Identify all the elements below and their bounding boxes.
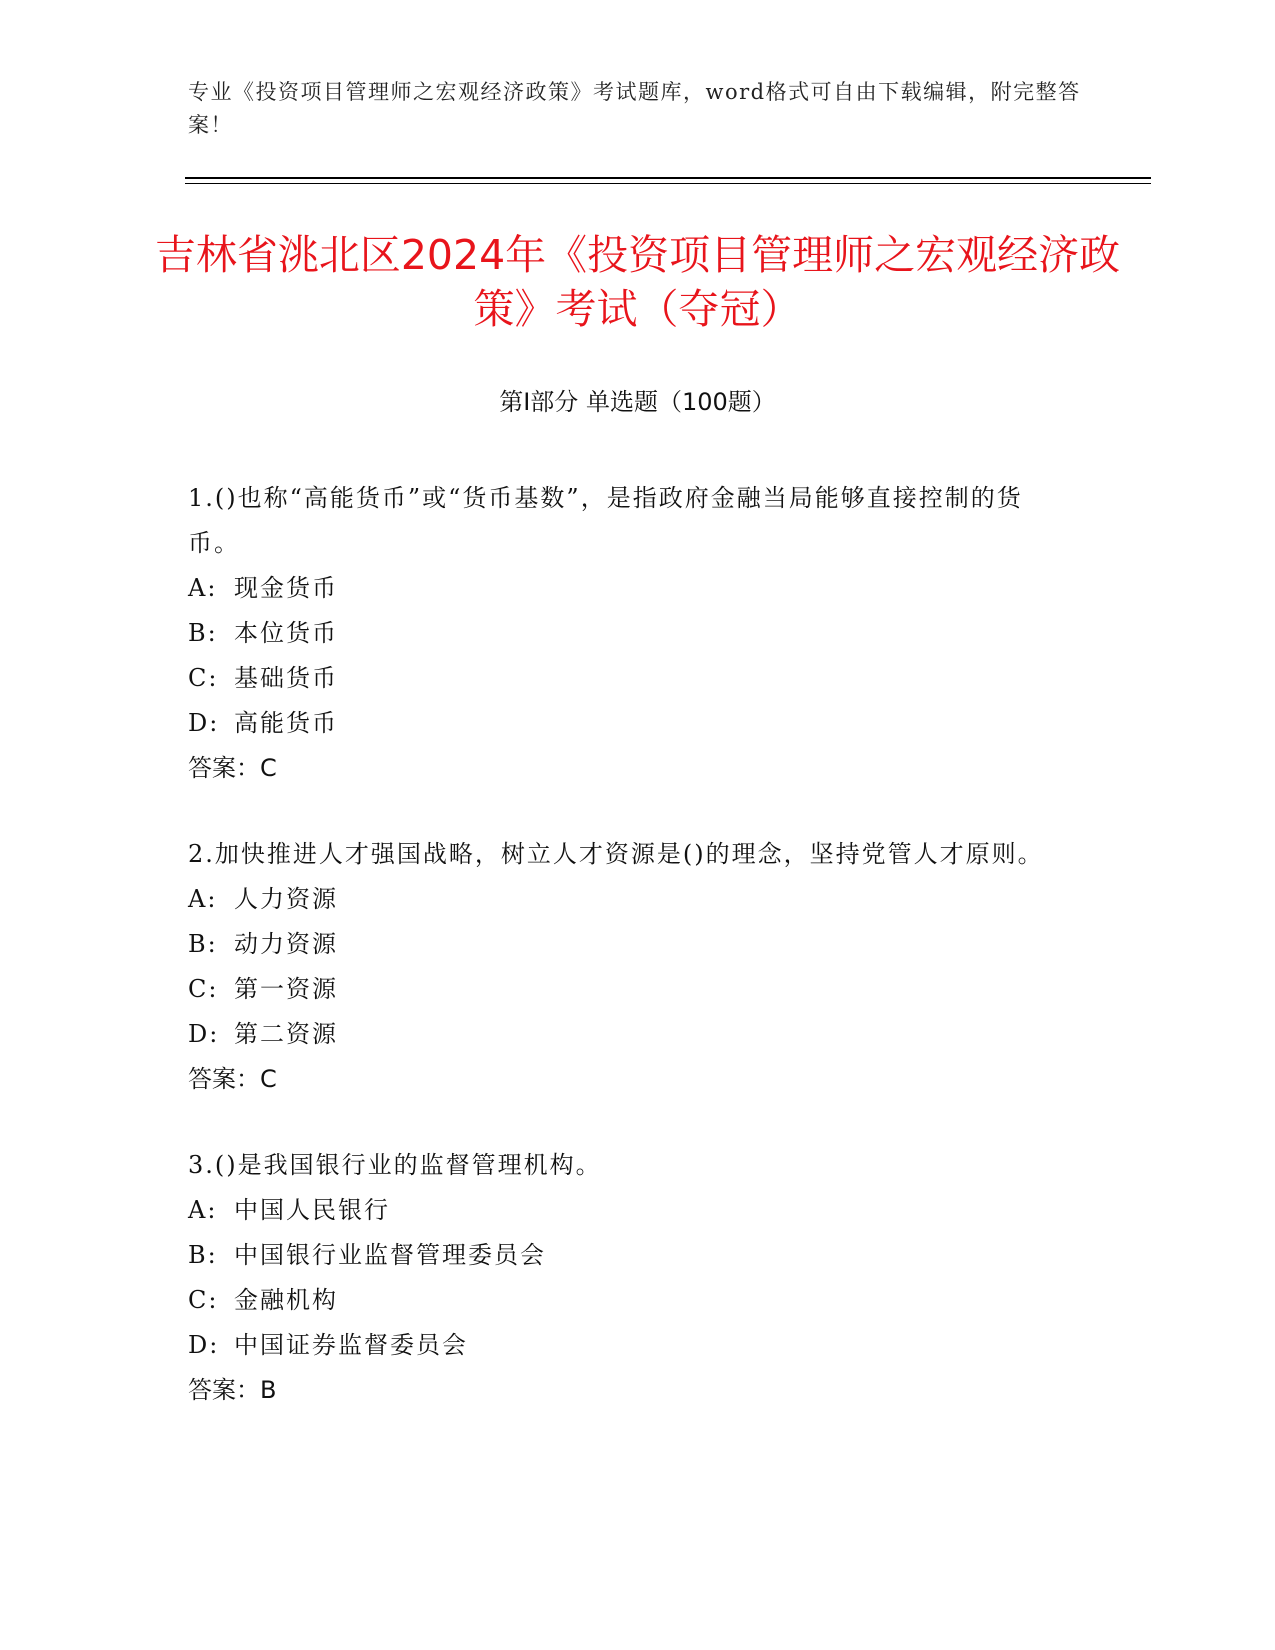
header-divider-thin bbox=[185, 183, 1151, 184]
option-letter: D: bbox=[188, 1331, 220, 1359]
question-2 bbox=[188, 832, 1068, 1102]
header-divider-thick bbox=[185, 177, 1151, 179]
question-stem: 3.()是我国银行业的监督管理机构。 bbox=[188, 1151, 602, 1179]
option-a bbox=[188, 877, 1068, 922]
section-heading: 第Ⅰ部分 单选题（100题） bbox=[499, 388, 776, 416]
option-text: 中国证券监督委员会 bbox=[234, 1331, 468, 1359]
option-d bbox=[188, 1012, 1068, 1057]
option-letter: C: bbox=[188, 975, 219, 1003]
option-c bbox=[188, 656, 1068, 701]
option-letter: B: bbox=[188, 619, 218, 647]
document-title: 吉林省洮北区2024年《投资项目管理师之宏观经济政策》考试（夺冠） bbox=[154, 231, 1121, 333]
option-letter: D: bbox=[188, 1020, 220, 1048]
answer-line: 答案：C bbox=[188, 1065, 277, 1093]
answer-line: 答案：B bbox=[188, 1376, 277, 1404]
header-note: 专业《投资项目管理师之宏观经济政策》考试题库，word格式可自由下载编辑，附完整答案！ bbox=[188, 80, 1081, 137]
option-b bbox=[188, 922, 1068, 967]
option-a bbox=[188, 566, 1068, 611]
option-a bbox=[188, 1188, 1068, 1233]
option-letter: D: bbox=[188, 709, 220, 737]
option-text: 中国银行业监督管理委员会 bbox=[234, 1241, 546, 1269]
option-letter: B: bbox=[188, 930, 218, 958]
option-letter: C: bbox=[188, 664, 219, 692]
option-d bbox=[188, 1323, 1068, 1368]
option-letter: A: bbox=[188, 885, 218, 913]
option-letter: B: bbox=[188, 1241, 218, 1269]
option-text: 第一资源 bbox=[234, 975, 338, 1003]
answer-line: 答案：C bbox=[188, 754, 277, 782]
option-text: 本位货币 bbox=[234, 619, 338, 647]
option-text: 第二资源 bbox=[234, 1020, 338, 1048]
option-text: 动力资源 bbox=[234, 930, 338, 958]
option-text: 中国人民银行 bbox=[234, 1196, 390, 1224]
option-c bbox=[188, 967, 1068, 1012]
option-text: 人力资源 bbox=[234, 885, 338, 913]
option-text: 基础货币 bbox=[234, 664, 338, 692]
question-3 bbox=[188, 1143, 1068, 1413]
option-text: 高能货币 bbox=[234, 709, 338, 737]
question-stem: 1.()也称“高能货币”或“货币基数”，是指政府金融当局能够直接控制的货币。 bbox=[188, 484, 1023, 557]
question-stem: 2.加快推进人才强国战略，树立人才资源是()的理念，坚持党管人才原则。 bbox=[188, 840, 1044, 868]
option-text: 现金货币 bbox=[234, 574, 338, 602]
option-letter: A: bbox=[188, 574, 218, 602]
option-letter: C: bbox=[188, 1286, 219, 1314]
option-c bbox=[188, 1278, 1068, 1323]
option-text: 金融机构 bbox=[234, 1286, 338, 1314]
option-b bbox=[188, 1233, 1068, 1278]
option-b bbox=[188, 611, 1068, 656]
question-1 bbox=[188, 476, 1068, 791]
question-list bbox=[188, 476, 1068, 1454]
option-letter: A: bbox=[188, 1196, 218, 1224]
option-d bbox=[188, 701, 1068, 746]
